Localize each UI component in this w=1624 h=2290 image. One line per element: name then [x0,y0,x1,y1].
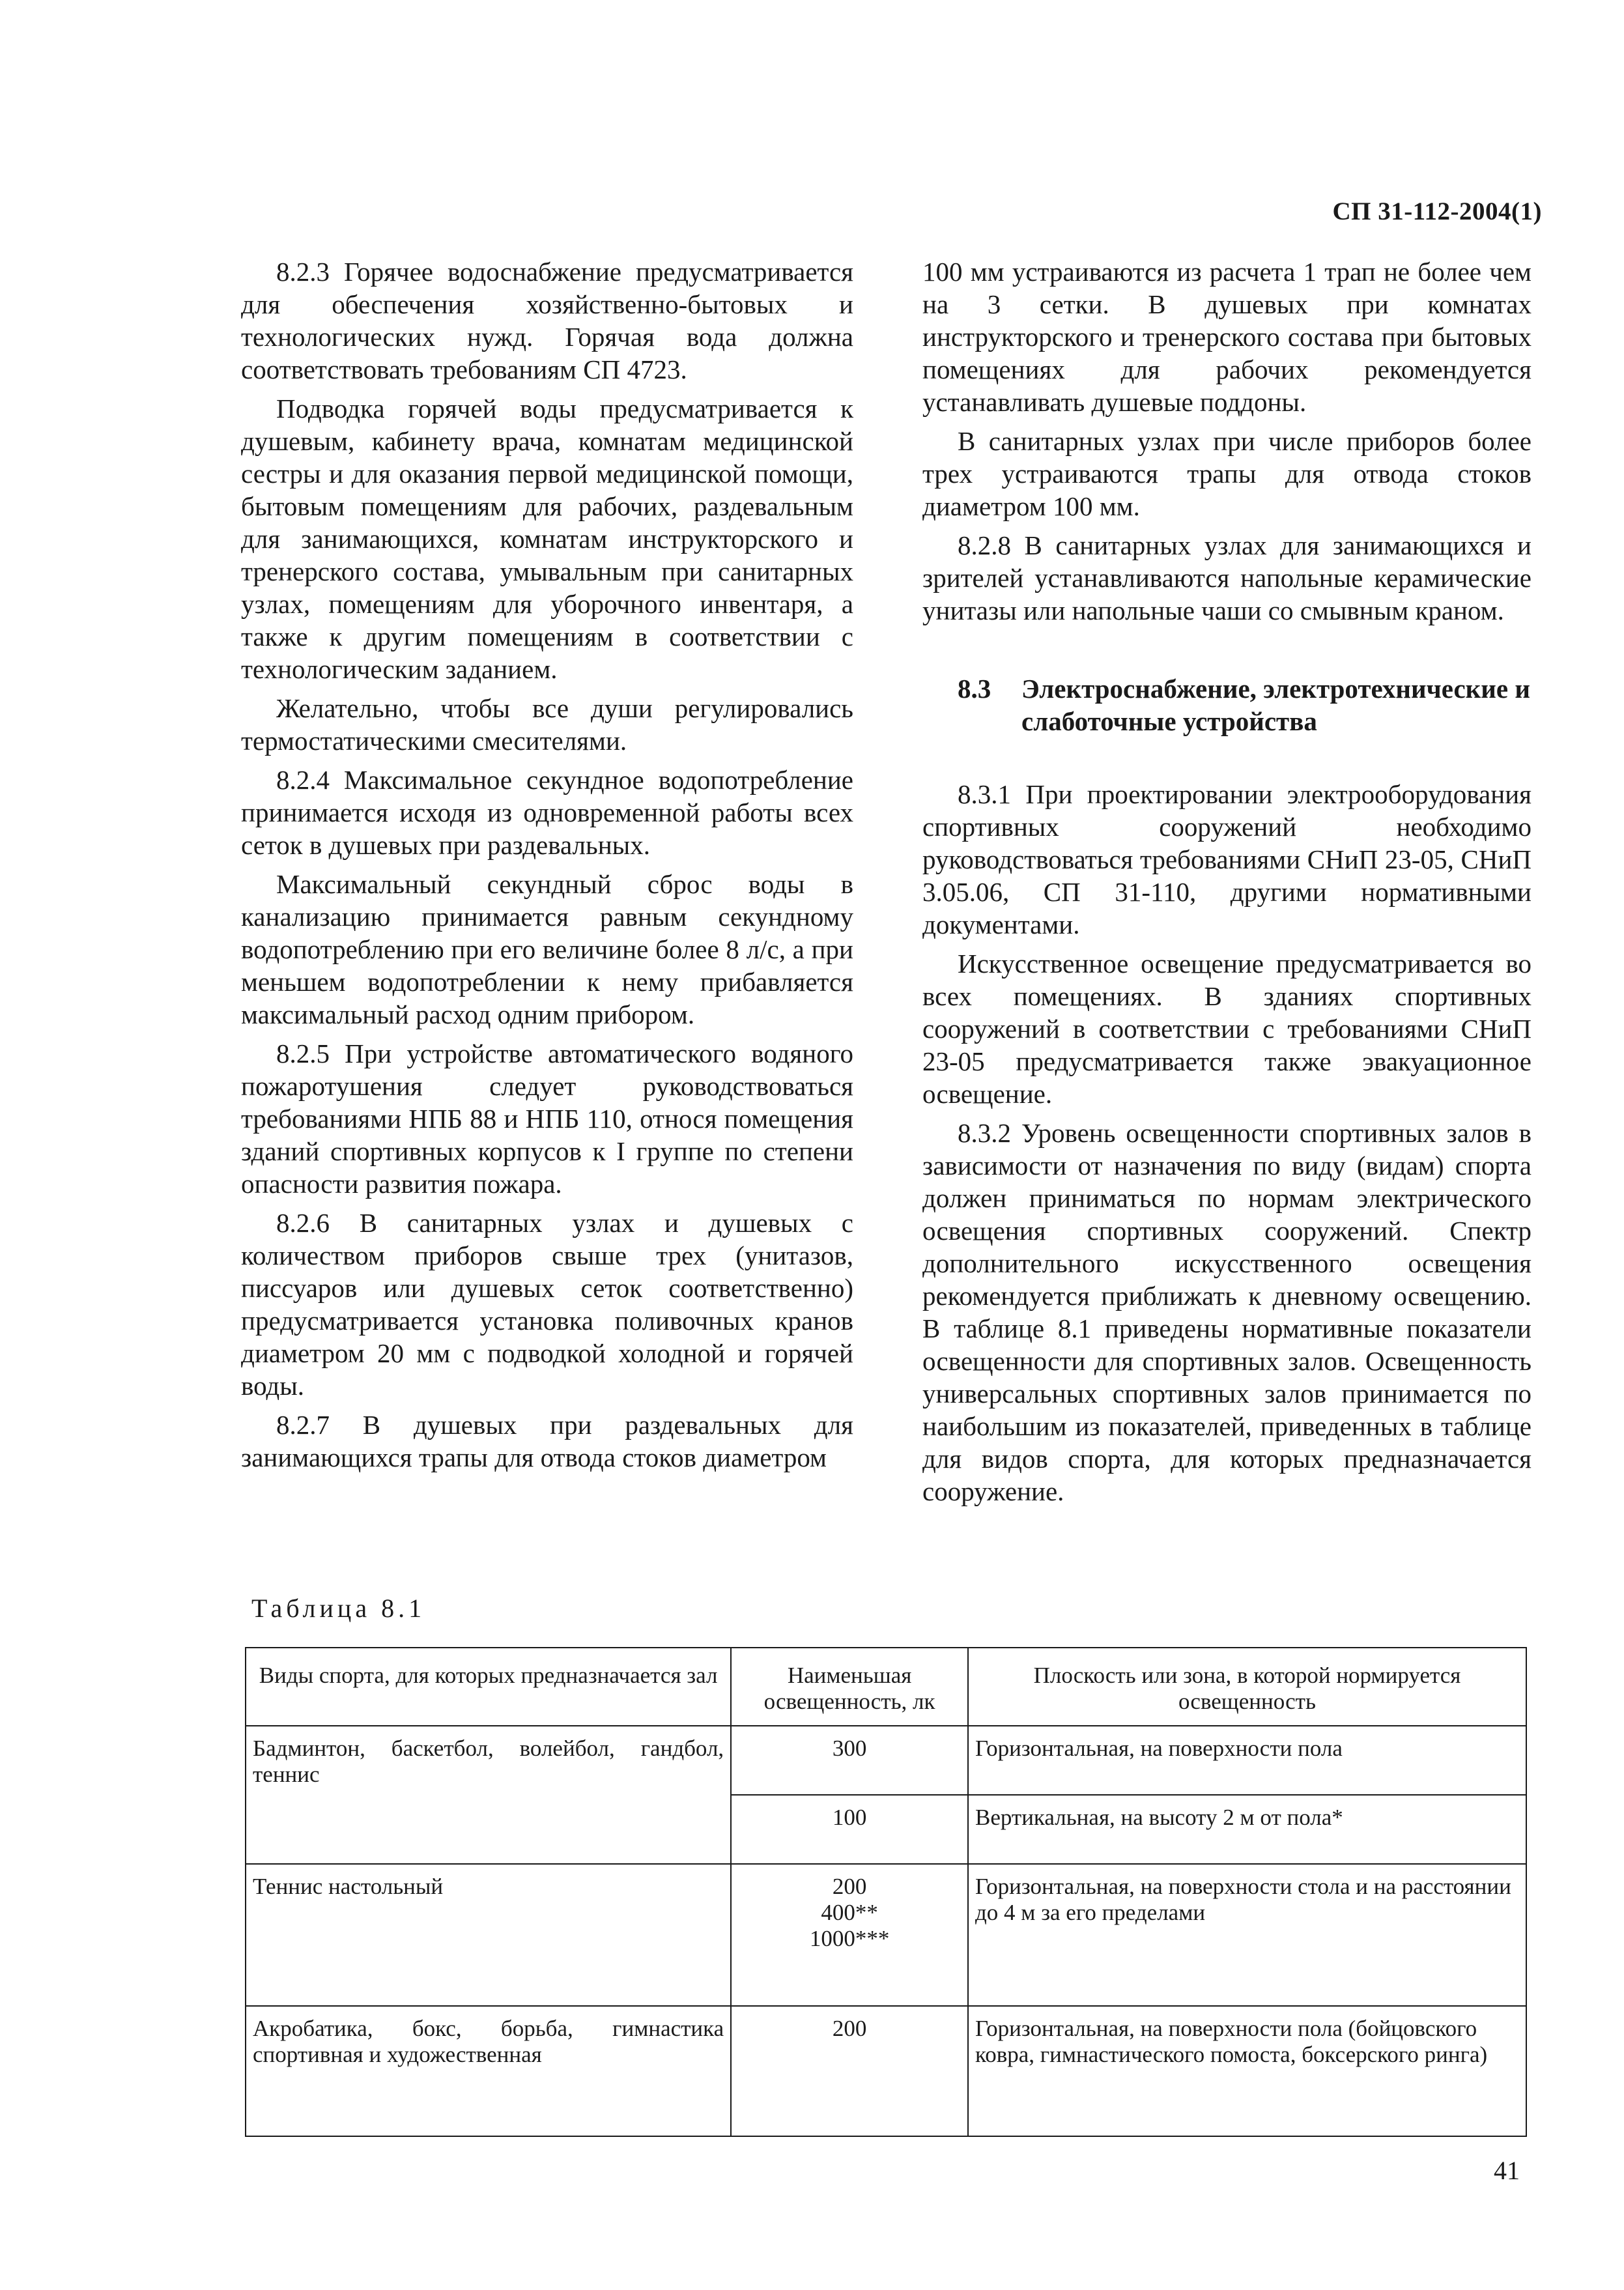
paragraph-sanitary-drains: В санитарных узлах при числе приборов более трех устраиваются трапы для отвода стоков диаметром 100 мм. [922,426,1531,521]
paragraph-8-3-1: 8.3.1 При проектировании электрооборудования спортивных сооружений необходимо руководствоваться требованиями СНиП 23-05, СНиП 3.05.06, СП 31-110, другими нормативными документами. [922,779,1531,939]
table-row [246,2006,1526,2136]
document-code-header: СП 31-112-2004(1) [1332,197,1542,225]
paragraph-water-discharge: Максимальный секундный сброс воды в канализацию принимается равным секундному водопотреблению при его величине более 8 л/с, а при меньшем водопотреблении к нему прибавляется максимальный расход одним прибором. [241,869,853,1029]
table-row [246,1864,1526,2006]
lux-cell: 200 [731,2006,968,2136]
header-plane-zone: Плоскость или зона, в которой нормируется освещенность [968,1648,1526,1726]
illumination-table [245,1647,1527,2137]
left-text-column [241,255,853,1474]
paragraph-8-3-2: 8.3.2 Уровень освещенности спортивных залов в зависимости от назначения по виду (видам) спорта должен приниматься по нормам электрического освещения спортивных сооружений. Спектр дополнительного искусственного освещения рекомендуется приближать к дневному освещению. В таблице 8.1 приведены нормативные показатели освещенности для спортивных залов. Освещенность универсальных спортивных залов принимается по наибольшим из показателей, приведенных в таблице для видов спорта, для которых предназначается сооружение. [922,1118,1531,1506]
paragraph-hot-water-supply: Подводка горячей воды предусматривается к душевым, кабинету врача, комнатам медицинской сестры и для оказания первой медицинской помощи, бытовым помещениям для рабочих, раздевальным для занимающихся, комнатам инструкторского и тренерского состава, умывальным при санитарных узлах, помещениям для уборочного инвентаря, а также к другим помещениям в соответствии с технологическим заданием. [241,394,853,684]
paragraph-8-2-5: 8.2.5 При устройстве автоматического водяного пожаротушения следует руководствоваться требованиями НПБ 88 и НПБ 110, относя помещения зданий спортивных корпусов к I группе по степени опасности развития пожара. [241,1038,853,1199]
header-sport-types: Виды спорта, для которых предназначается зал [246,1648,731,1726]
lux-cell: 200 400** 1000*** [731,1864,968,2006]
section-title: Электроснабжение, электротехнические и слаботочные устройства [1021,674,1530,736]
sport-cell: Теннис настольный [246,1864,731,2006]
paragraph-thermostatic-mixers: Желательно, чтобы все души регулировались термостатическими смесителями. [241,693,853,756]
table-row [246,1726,1526,1795]
table-caption: Таблица 8.1 [251,1594,426,1623]
zone-cell: Горизонтальная, на поверхности стола и на расстоянии до 4 м за его пределами [968,1864,1526,2006]
zone-cell: Вертикальная, на высоту 2 м от пола* [968,1795,1526,1864]
paragraph-8-2-6: 8.2.6 В санитарных узлах и душевых с количеством приборов свыше трех (унитазов, писсуаров или душевых сеток соответственно) предусматривается установка поливочных кранов диаметром 20 мм с подводкой холодной и горячей воды. [241,1208,853,1401]
header-min-illumination: Наименьшая освещенность, лк [731,1648,968,1726]
paragraph-8-2-8: 8.2.8 В санитарных узлах для занимающихся и зрителей устанавливаются напольные керамические унитазы или напольные чаши со смывным краном. [922,530,1531,625]
lux-cell: 100 [731,1795,968,1864]
section-number: 8.3 [958,674,991,704]
right-text-column [922,255,1531,1508]
lux-cell: 300 [731,1726,968,1795]
paragraph-8-2-7: 8.2.7 В душевых при раздевальных для занимающихся трапы для отвода стоков диаметром [241,1410,853,1472]
sport-cell: Акробатика, бокс, борьба, гимнастика спортивная и художественная [246,2006,731,2136]
zone-cell: Горизонтальная, на поверхности пола [968,1726,1526,1795]
paragraph-artificial-lighting: Искусственное освещение предусматривается во всех помещениях. В зданиях спортивных сооружений в соответствии с требованиями СНиП 23-05 предусматривается также эвакуационное освещение. [922,949,1531,1109]
page-number: 41 [1494,2156,1520,2185]
section-heading-8-3 [922,672,1531,737]
paragraph-8-2-7-continued: 100 мм устраиваются из расчета 1 трап не более чем на 3 сетки. В душевых при комнатах инструкторского и тренерского состава при бытовых помещениях для рабочих рекомендуется устанавливать душевые поддоны. [922,257,1531,417]
table-header-row [246,1648,1526,1726]
paragraph-8-2-3: 8.2.3 Горячее водоснабжение предусматривается для обеспечения хозяйственно-бытовых и технологических нужд. Горячая вода должна соответствовать требованиям СП 4723. [241,257,853,384]
sport-cell: Бадминтон, баскетбол, волейбол, гандбол, теннис [246,1726,731,1864]
paragraph-8-2-4: 8.2.4 Максимальное секундное водопотребление принимается исходя из одновременной работы всех сеток в душевых при раздевальных. [241,765,853,860]
zone-cell: Горизонтальная, на поверхности пола (бойцовского ковра, гимнастического помоста, боксерского ринга) [968,2006,1526,2136]
